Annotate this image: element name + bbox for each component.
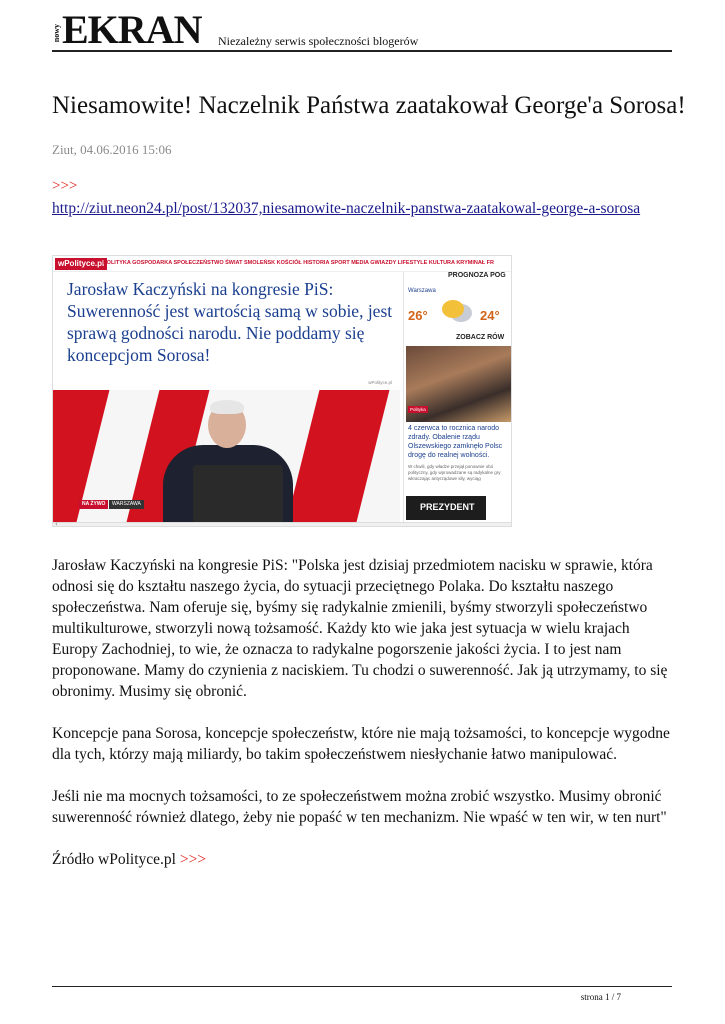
screenshot-sidebar <box>403 272 512 522</box>
screenshot-site-logo: wPolityce.pl <box>55 258 107 270</box>
weather-city: Warszawa <box>408 288 436 294</box>
screenshot-menu: POLITYKA GOSPODARKA SPOŁECZEŃSTWO ŚWIAT SMOLEŃSK KOŚCIÓŁ HISTORIA SPORT MEDIA GWIAZDY LIFESTYLE KULTURA KRYMINAŁ FR <box>103 260 495 266</box>
source-line <box>52 849 677 870</box>
source-link-arrow[interactable]: >>> <box>179 851 207 868</box>
masthead <box>52 7 672 52</box>
screenshot-credit: wPolityce.pl <box>368 380 392 385</box>
see-also-story: 4 czerwca to rocznica narodo zdrady. Obalenie rządu Olszewskiego zamknęło Polsc drogę do realnej wolności. <box>408 425 503 459</box>
source-label: Źródło wPolityce.pl <box>52 851 176 868</box>
weather-sun-icon <box>442 300 464 318</box>
screenshot-hero <box>53 272 400 522</box>
site-tagline: Niezależny serwis społeczności blogerów <box>218 34 419 48</box>
page-number: strona 1 / 7 <box>580 992 621 1002</box>
live-city: WARSZAWA <box>109 500 144 509</box>
article-body <box>52 555 677 891</box>
scroll-left-icon: ‹ <box>55 520 58 527</box>
source-url-link[interactable]: http://ziut.neon24.pl/post/132037,niesamowite-naczelnik-panstwa-zaatakowal-george-a-sorosa <box>52 200 641 217</box>
article-paragraph: Jarosław Kaczyński na kongresie PiS: "Polska jest dzisiaj przedmiotem nacisku w sprawie, która odnosi się do kształtu naszego życia, do sytuacji przeciętnego Polaka. Do kształtu naszego społeczeństwa. Nam oferuje się, byśmy się radykalnie zmienili, byśmy stworzyli społeczeństwo multikulturowe, stworzyli nową tożsamość. Każdy kto wie jaka jest sytuacja w wielu krajach Europy Zachodniej, to wie, że oznacza to radykalne pogorszenie jakości życia. I to jest nam proponowane. Mamy do czynienia z naciskiem. Tu chodzi o suwerenność. Jak ją utrzymamy, to się obronimy. Musimy się obronić. <box>52 557 668 700</box>
podium <box>193 465 283 522</box>
screenshot-navbar <box>53 256 512 272</box>
see-also-heading: ZOBACZ RÓW <box>456 334 505 341</box>
weather-temp-tomorrow: 24° <box>480 308 500 323</box>
see-also-lead: W chwili, gdy władze przejął ponownie obó polityczny, gdy wprowadzane są radykalne gry wkraczając antyrządowe siły, wyciąg <box>408 464 501 481</box>
footer-divider <box>52 986 672 987</box>
live-badge: NA ŻYWO <box>79 500 108 509</box>
book-banner: PREZYDENT <box>406 496 486 520</box>
weather-temp-today: 26° <box>408 308 428 323</box>
site-logo[interactable]: EKRAN <box>62 7 202 52</box>
screenshot-scrollbar <box>53 522 512 527</box>
source-arrow-link[interactable]: >>> <box>52 178 78 194</box>
article-paragraph: Koncepcje pana Sorosa, koncepcje społeczeństw, które nie mają tożsamości, to koncepcje wygodne dla tych, którzy mają miliardy, bo takim społeczeństwem niesłychanie łatwo manipulować. <box>52 725 670 763</box>
weather-heading: PROGNOZA POG <box>448 272 506 279</box>
article-title: Niesamowite! Naczelnik Państwa zaatakował George'a Sorosa! <box>52 92 686 119</box>
embedded-screenshot <box>52 255 512 527</box>
article-paragraph: Jeśli nie ma mocnych tożsamości, to ze społeczeństwem można zrobić wszystko. Musimy obronić suwerenność również dlatego, żeby nie popaść w ten mechanizm. Nie wpaść w ten wir, w ten nurt" <box>52 788 667 826</box>
screenshot-headline: Jarosław Kaczyński na kongresie PiS: Suwerenność jest wartością samą w sobie, jest sprawą godności narodu. Nie poddamy się koncepcjom Sorosa! <box>67 279 393 365</box>
hero-photo <box>53 390 400 522</box>
logo-prefix: nowy <box>52 24 61 43</box>
see-also-tag: Polityka <box>410 407 426 412</box>
article-meta: Ziut, 04.06.2016 15:06 <box>52 142 172 157</box>
